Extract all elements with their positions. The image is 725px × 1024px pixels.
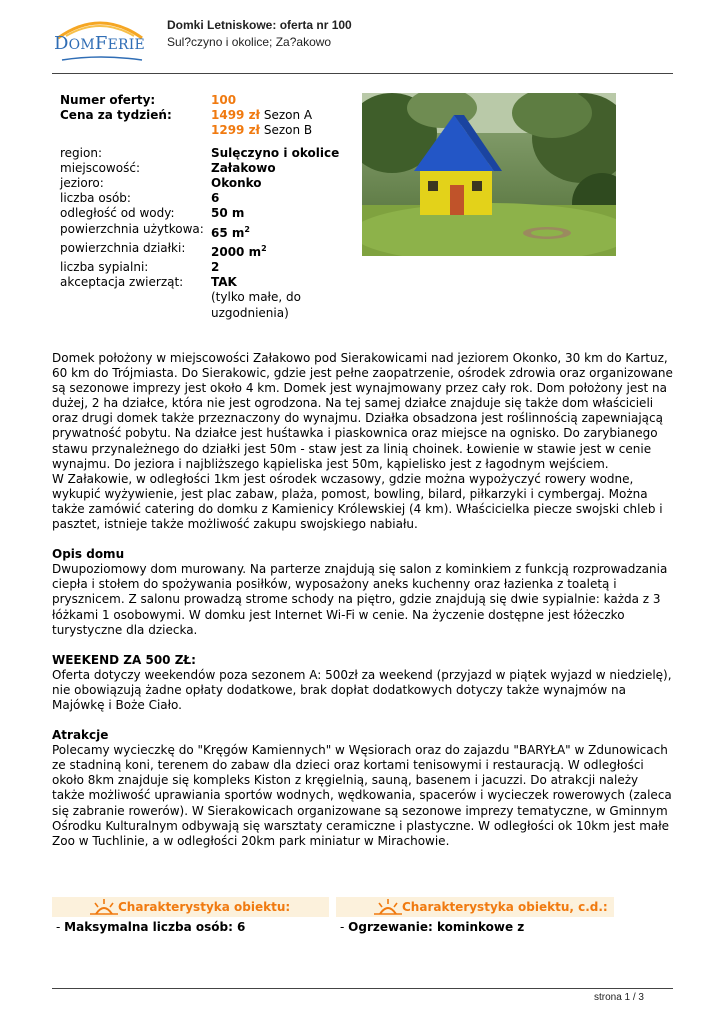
fact-label: liczba osób:	[60, 191, 131, 206]
house-photo	[362, 93, 616, 256]
section-house	[52, 547, 674, 638]
season-a-label: Sezon A	[263, 108, 313, 123]
fact-value: Okonko	[211, 176, 262, 191]
offer-number-value: 100	[211, 93, 237, 107]
page-number: strona 1 / 3	[593, 992, 644, 1003]
fact-row	[60, 241, 360, 260]
pets-note-row	[60, 290, 360, 320]
price-season-b: 1299 zł	[211, 123, 261, 138]
price-season-a: 1499 zł	[211, 108, 261, 123]
section-text: Dwupoziomowy dom murowany. Na parterze znajdują się salon z kominkiem z funkcją rozprowadzania ciepła i stołem do spożywania posiłków, wyposażony aneks kuchenny oraz łazienka z toaletą i prysznicem. Z salonu prowadzą strome schody na piętro, gdzie znajdują się dwie sypialnie: każda z 3 łóżkami 1 osobowymi. W domku jest Internet Wi-Fi w cenie. Na życzenie dostępne jest łóżeczko turystyczne dla dziecka.	[52, 562, 668, 637]
characteristic-item: - Ogrzewanie: kominkowe z	[336, 917, 614, 937]
section-text: Oferta dotyczy weekendów poza sezonem A: 500zł za weekend (przyjazd w piątek wyjazd w niedzielę), nie obowiązują żadne opłaty dodatkowe, brak dopłat dodatkowych dotyczy także wynajmów na Majówkę i Boże Ciało.	[52, 667, 672, 712]
fact-value: Sulęczyno i okolice	[211, 145, 340, 160]
section-heading: Opis domu	[52, 547, 125, 562]
page-subtitle: Sul?czyno i okolice; Za?akowo	[167, 35, 332, 49]
description-paragraph: W Załakowie, w odległości 1km jest ośrodek wczasowy, gdzie można wypożyczyć rowery wodne, wykupić wyżywienie, jest plac zabaw, plaża, pomost, bowling, bilard, piłkarzyki i cymbergaj. Można także zamówić catering do domku z Kamienicy Królewskiej (4 km). Właścicielka piecze swojski chleb i pasztet, istnieje także możliwość zakupu swojskiego nabiału.	[52, 471, 663, 532]
header-divider	[52, 73, 673, 74]
characteristics-title: Charakterystyka obiektu:	[118, 900, 291, 914]
characteristics-box-continued	[336, 897, 614, 937]
fact-row	[60, 191, 360, 206]
fact-value: 2000 $m^2$	[211, 243, 267, 259]
section-attractions	[52, 728, 674, 849]
fact-label: jezioro:	[60, 176, 104, 191]
fact-row	[60, 275, 360, 290]
characteristics-header	[336, 897, 614, 917]
fact-label: powierzchnia użytkowa:	[60, 221, 204, 236]
fact-row	[60, 176, 360, 191]
section-text: Polecamy wycieczkę do "Kręgów Kamiennych" w Węsiorach oraz do zajazdu "BARYŁA" w Zdunowicach ze stadniną koni, terenem do zabaw dla dzieci oraz kortami tenisowymi i restauracją. W odległości około 8km znajduje się kompleks Kiston z kręgielnią, sauną, basenem i jacuzzi. Do atrakcji należy także możliwość uprawiania sportów wodnych, wędkowania, spacerów i wycieczek rowerowych (zaleca się zabranie rowerów). W Sierakowicach organizowane są sezonowe imprezy tematyczne, w Gminnym Ośrodku Kulturalnym odbywają się warsztaty ceramiczne i plastyczne. W odległości ok 10km jest małe Zoo w Tuchlinie, a w odległości 20km park miniatur w Mirachowie.	[52, 743, 672, 848]
characteristics-header	[52, 897, 329, 917]
offer-number-row	[60, 93, 360, 108]
description-paragraph: Domek położony w miejscowości Załakowo pod Sierakowicami nad jeziorem Okonko, 30 km do Kartuz, 60 km do Trójmiasta. Do Sierakowic, gdzie jest pełne zaopatrzenie, ośrodek zdrowia oraz organizowane są sezonowe imprezy jest około 4 km. Domek jest wynajmowany przez cały rok. Dom położony jest na dużej, 2 ha działce, która nie jest ogrodzona. Na tej samej działce znajduje się także dom właścicieli oraz drugi domek także przeznaczony do wynajmu. Działka obsadzona jest roślinnością zapewniającą prywatność pobytu. Na działce jest huśtawka i piaskownica oraz miejsce na ognisko. Do zarybianego stawu przynależnego do działki jest 50m - staw jest za linią choinek. Łowienie w stawie jest w cenie wynajmu. Do jeziora i najbliższego kąpieliska jest 50m, kąpielisko jest z łagodnym wejściem.	[52, 351, 673, 471]
logo-text: DOMFERIE	[54, 33, 145, 54]
fact-label: liczba sypialni:	[60, 260, 149, 275]
offer-number-label: Numer oferty:	[60, 93, 156, 107]
fact-label: miejscowość:	[60, 160, 140, 175]
fact-value: TAK	[211, 275, 237, 290]
fact-label: region:	[60, 145, 102, 160]
page-title: Domki Letniskowe: oferta nr 100	[167, 18, 352, 32]
fact-row	[60, 206, 360, 221]
section-weekend	[52, 653, 674, 713]
fact-row	[60, 146, 360, 161]
fact-value: 65 $m^2$	[211, 224, 250, 240]
page-header	[0, 0, 725, 76]
footer-divider	[52, 988, 673, 989]
sun-icon	[90, 898, 118, 916]
price-label: Cena za tydzień:	[60, 108, 172, 123]
section-heading: Atrakcje	[52, 728, 109, 743]
price-row	[60, 108, 360, 123]
pets-note: (tylko małe, do uzgodnienia)	[211, 290, 301, 320]
fact-label: odległość od wody:	[60, 206, 175, 221]
fact-row	[60, 222, 360, 241]
fact-value: 2	[211, 260, 220, 275]
fact-value: 50 m	[211, 206, 245, 221]
fact-row	[60, 260, 360, 275]
price-row-b	[60, 123, 360, 138]
sun-icon	[374, 898, 402, 916]
fact-label: akceptacja zwierząt:	[60, 275, 184, 290]
fact-rows	[60, 146, 360, 291]
section-heading: WEEKEND ZA 500 ZŁ:	[52, 652, 196, 667]
season-b-label: Sezon B	[263, 123, 313, 138]
description	[52, 351, 674, 849]
fact-value: Załakowo	[211, 160, 276, 175]
characteristic-item: - Maksymalna liczba osób: 6	[52, 917, 329, 937]
characteristics-title: Charakterystyka obiektu, c.d.:	[402, 900, 608, 914]
fact-row	[60, 161, 360, 176]
offer-facts	[60, 93, 360, 321]
fact-label: powierzchnia działki:	[60, 240, 186, 255]
fact-value: 6	[211, 191, 220, 206]
characteristics-box	[52, 897, 329, 937]
